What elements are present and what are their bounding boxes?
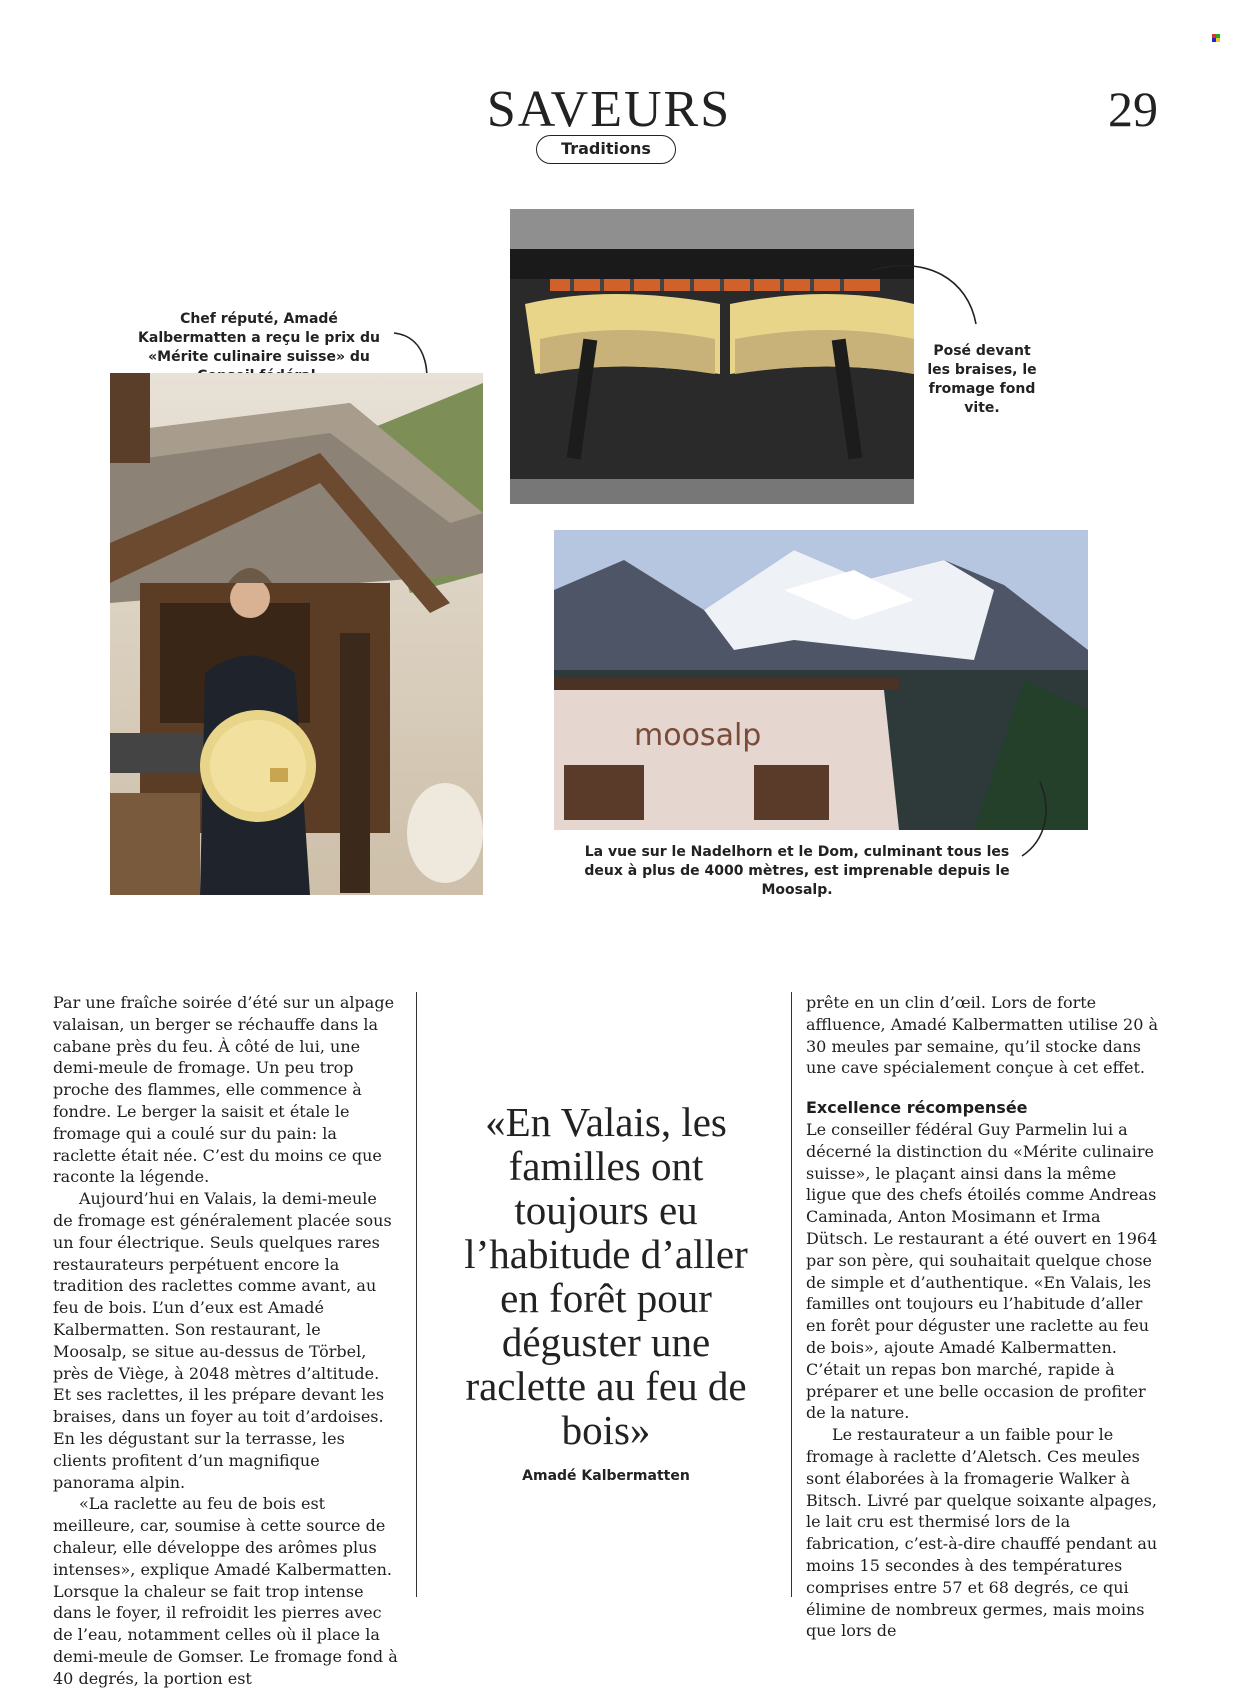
caption-arrow-icon	[868, 260, 988, 330]
article-subheading: Excellence récompensée	[806, 1098, 1028, 1118]
moosalp-sign: moosalp	[634, 718, 762, 753]
section-title: SAVEURS	[486, 81, 732, 138]
column-divider	[791, 992, 792, 1597]
article-column-1	[53, 992, 399, 1690]
pull-quote: «En Valais, les familles ont toujours eu l’habitude d’aller en forêt pour déguster une raclette au feu de bois»	[464, 1099, 748, 1453]
article-paragraph: Le restaurateur a un faible pour le fromage à raclette d’Aletsch. Ces meules sont élaborées à la fromagerie Walker à Bitsch. Livré par quelque soixante alpages, le lait cru est thermisé lors de la fabrication, c’est-à-dire chauffé pendant au moins 15 secondes à des températures comprises entre 57 et 68 degrés, ce qui élimine de nombreux germes, mais moins que lors de	[806, 1425, 1158, 1641]
article-paragraph: prête en un clin d’œil. Lors de forte affluence, Amadé Kalbermatten utilise 20 à 30 meules par semaine, qu’il stocke dans une cave spécialement conçue à cet effet.	[806, 993, 1158, 1078]
photo-raclette-braises	[510, 209, 914, 504]
pull-quote-author: Amadé Kalbermatten	[522, 1468, 690, 1484]
caption-arrow-icon	[1016, 780, 1056, 860]
article-column-3	[806, 992, 1158, 1642]
page-number: 29	[1108, 81, 1158, 137]
article-paragraph: «La raclette au feu de bois est meilleure, car, soumise à cette source de chaleur, elle développe des arômes plus intenses», explique Amadé Kalbermatten. Lorsque la chaleur se fait trop intense dans le foyer, il refroidit les pierres avec de l’eau, notamment celles où il place la demi-meule de Gomser. Le fromage fond à 40 degrés, la portion est	[53, 1494, 398, 1688]
photo-chef	[110, 373, 483, 895]
article-paragraph: Le conseiller fédéral Guy Parmelin lui a décerné la distinction du «Mérite culinaire suisse», le plaçant ainsi dans la même ligue que des chefs étoilés comme Andreas Caminada, Anton Mosimann et Irma Dütsch. Le restaurant a été ouvert en 1964 par son père, qui souhaitait quelque chose de simple et d’authentique. «En Valais, les familles ont toujours eu l’habitude d’aller en forêt pour déguster une raclette au feu de bois», ajoute Amadé Kalbermatten. C’était un repas bon marché, rapide à préparer et une belle occasion de profiter de la nature.	[806, 1119, 1158, 1423]
column-divider	[416, 992, 417, 1597]
article-paragraph: Par une fraîche soirée d’été sur un alpage valaisan, un berger se réchauffe dans la cabane près du feu. À côté de lui, une demi-meule de fromage. Un peu trop proche des flammes, elle commence à fondre. Le berger la saisit et étale le fromage qui a coulé sur du pain: la raclette était née. C’est du moins ce que raconte la légende.	[53, 993, 395, 1187]
caption-vue: La vue sur le Nadelhorn et le Dom, culminant tous les deux à plus de 4000 mètres, est imprenable depuis le Moosalp.	[584, 844, 1010, 898]
photo-moosalp	[554, 530, 1088, 830]
category-tag: Traditions	[536, 135, 676, 164]
color-mark-icon	[1212, 34, 1220, 42]
caption-braises: Posé devant les braises, le fromage fond vite.	[927, 343, 1037, 416]
caption-chef: Chef réputé, Amadé Kalbermatten a reçu le prix du «Mérite culinaire suisse» du	[138, 311, 380, 365]
article-paragraph: Aujourd’hui en Valais, la demi-meule de fromage est généralement placée sous un four électrique. Seuls quelques rares restaurateurs perpétuent encore la tradition des raclettes comme avant, au feu de bois. L’un d’eux est Amadé Kalbermatten. Son restaurant, le Moosalp, se situe au-dessus de Törbel, près de Viège, à 2048 mètres d’altitude. Et ses raclettes, il les prépare devant les braises, dans un foyer au toit d’ardoises. En les dégustant sur la terrasse, les clients profitent d’un magnifique panorama alpin.	[53, 1189, 392, 1492]
